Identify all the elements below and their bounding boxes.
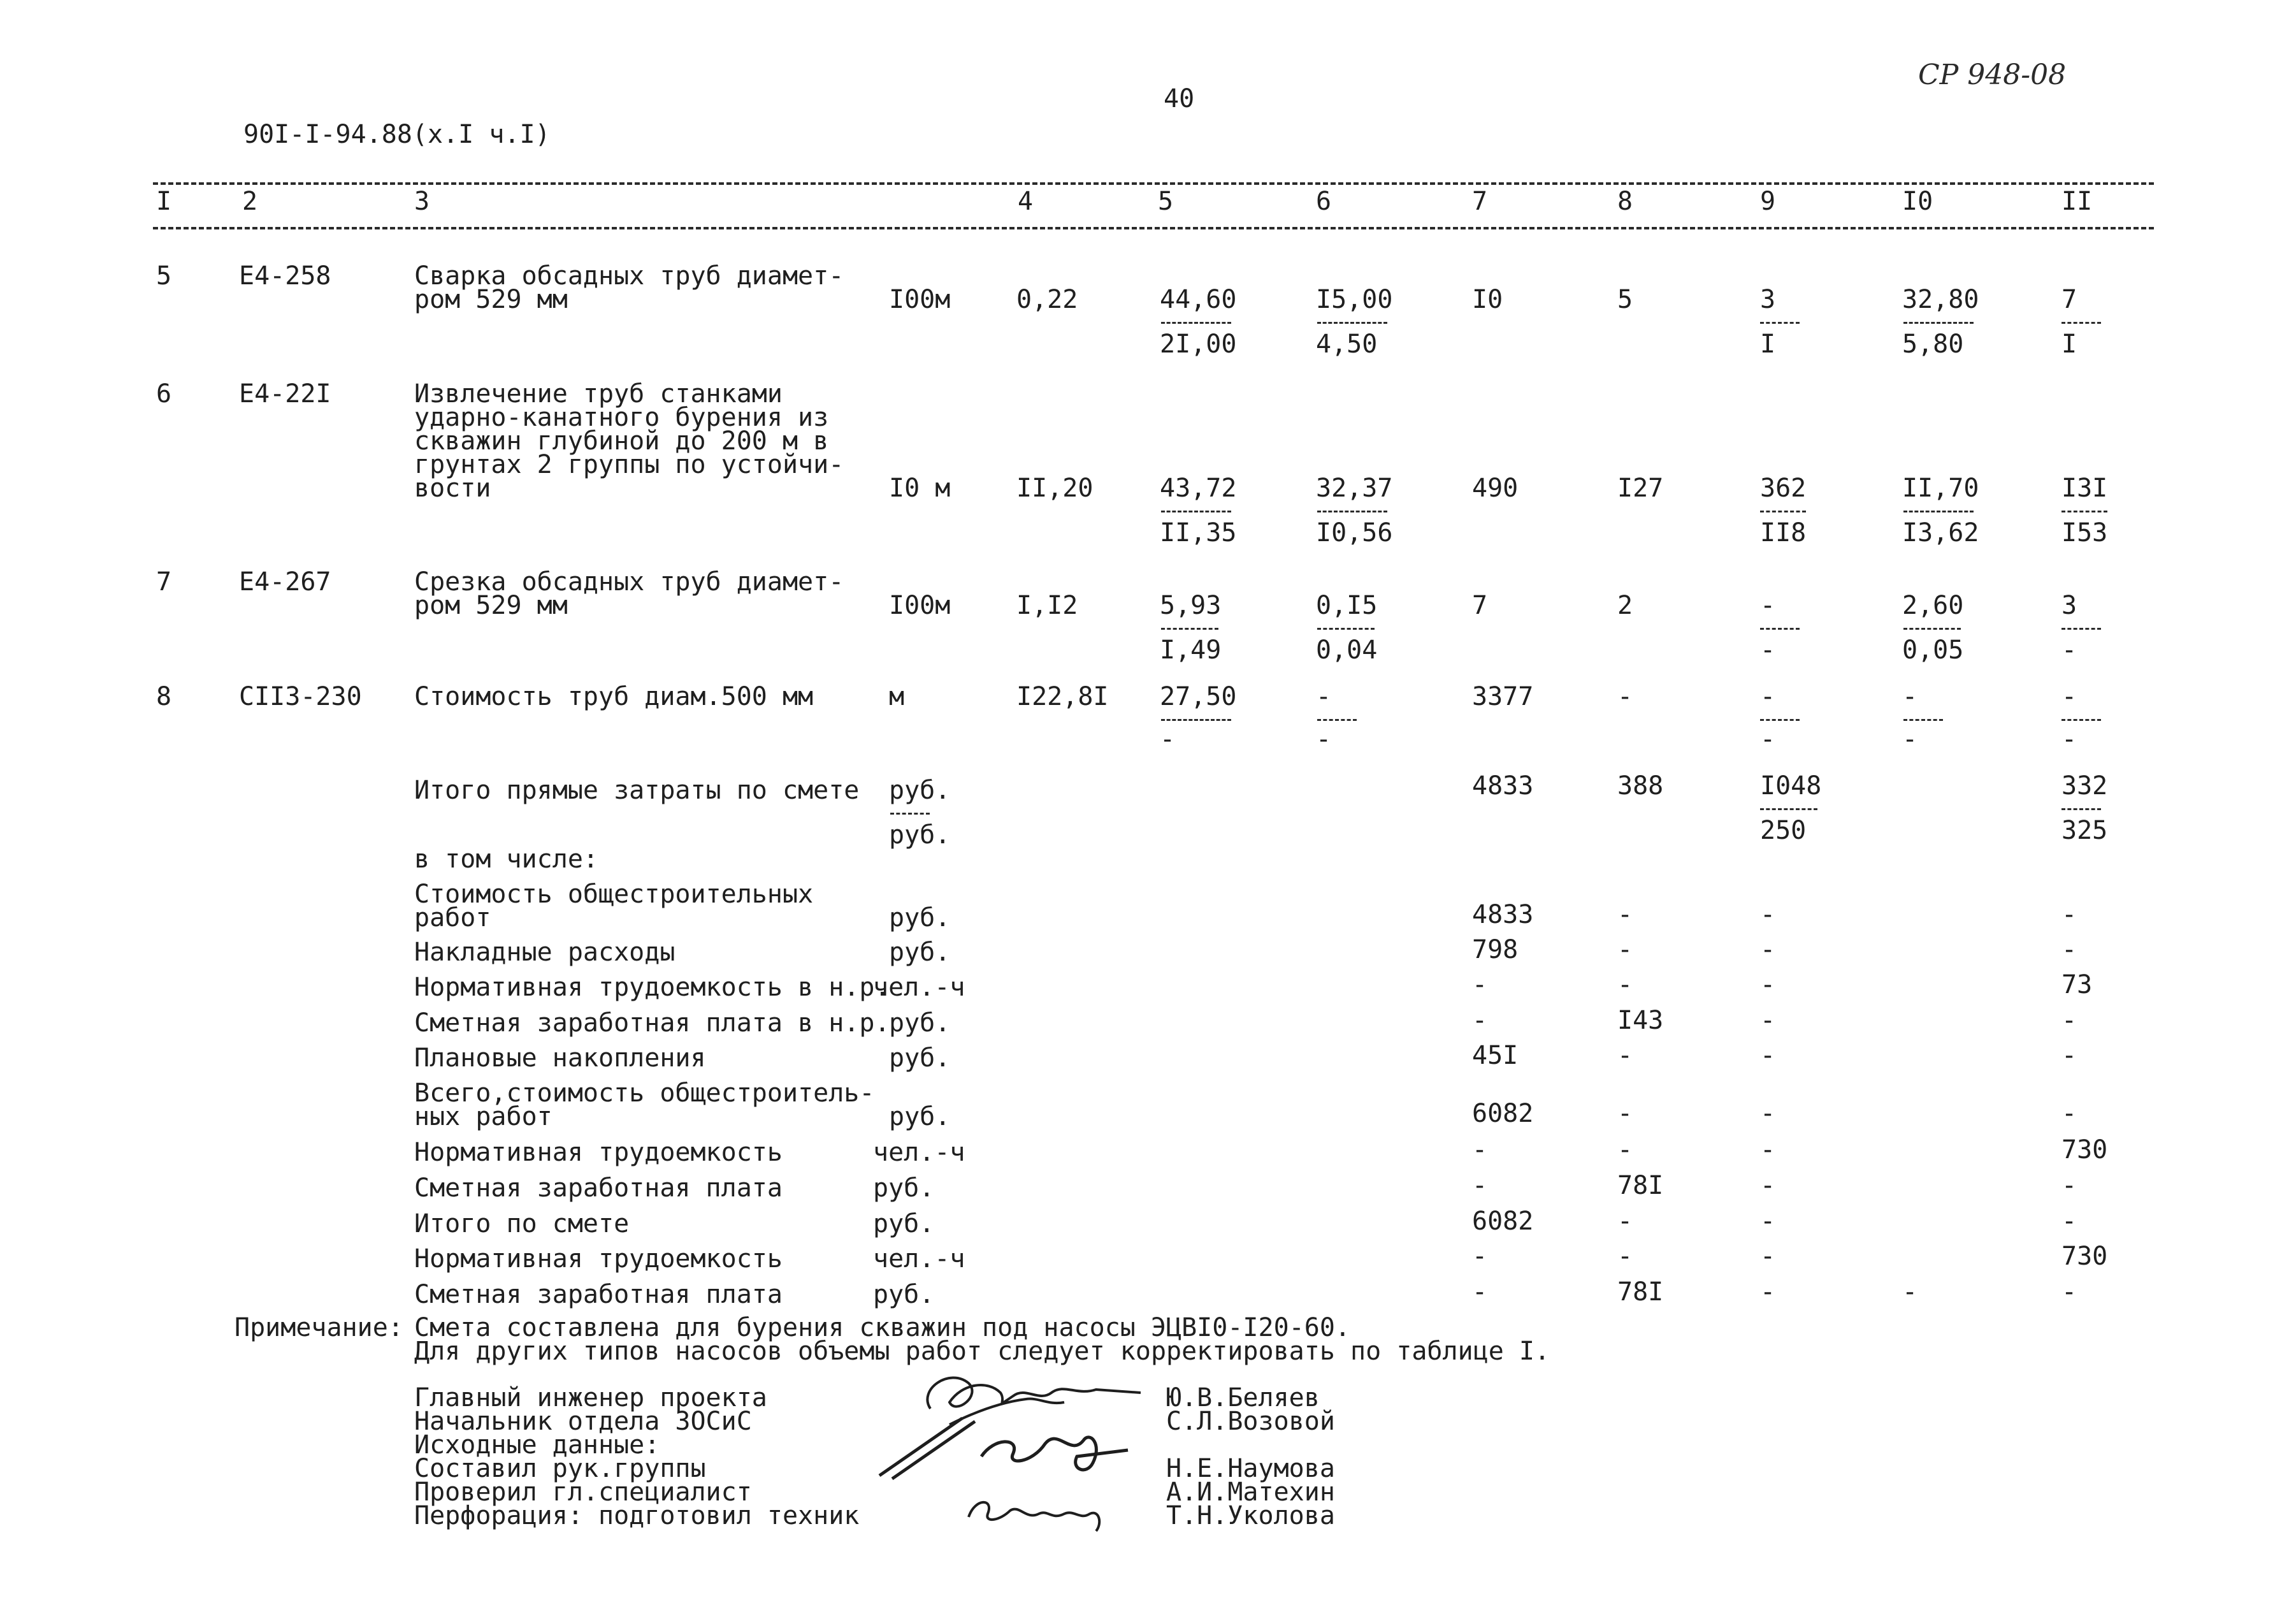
col6-top: 0,I5 [1316,591,1378,620]
summary-col7: 6082 [1472,1207,1534,1236]
summary-col11: 73 [2061,970,2093,999]
unit: I0 м [889,474,951,503]
totals-col8: 388 [1617,771,1664,801]
col10-bottom: 5,80 [1902,330,1964,359]
summary-col11: - [2061,935,2077,964]
summary-col7: - [1472,1242,1488,1271]
document-code: 90I-I-94.88(х.I ч.I) [243,120,551,149]
col10-top: II,70 [1902,474,1979,503]
column-header: II [2061,187,2093,216]
row-number: 7 [156,567,172,597]
totals-col7: 4833 [1472,771,1534,801]
summary-col7: 45I [1472,1041,1519,1070]
column-header: 8 [1617,187,1633,216]
column-header: I [156,187,172,216]
work-description: Срезка обсадных труб диамет- ром 529 мм [414,567,844,620]
col9-top: 362 [1760,474,1807,503]
col11-top: - [2061,682,2077,711]
unit: м [889,682,905,711]
unit: I00м [889,591,951,620]
summary-col9: - [1760,1277,1776,1307]
summary-label: Всего,стоимость общестроитель- ных работ [414,1078,875,1131]
summary-label: Сметная заработная плата в н.р. [414,1008,890,1038]
col9-bottom: II8 [1760,518,1807,548]
fraction-line [1317,511,1387,512]
fraction-line [1760,322,1800,324]
summary-col8: I43 [1617,1006,1664,1035]
row-number: 5 [156,261,172,291]
summary-col11: - [2061,1277,2077,1307]
summary-label: Нормативная трудоемкость [414,1138,783,1167]
totals-unit-2: руб. [889,820,951,850]
summary-col9: - [1760,1041,1776,1070]
col6-bottom: - [1316,725,1332,754]
fraction-line [890,813,930,815]
column-header: 7 [1472,187,1488,216]
col6-top: - [1316,682,1332,711]
column-header: 4 [1018,187,1034,216]
summary-label: Стоимость общестроительных работ [414,880,814,933]
unit: I00м [889,285,951,314]
col5-top: 44,60 [1160,285,1237,314]
row-number: 8 [156,682,172,711]
totals-col9-bottom: 250 [1760,816,1807,845]
col9-bottom: - [1760,725,1776,754]
col7: 490 [1472,474,1519,503]
fraction-line [1161,322,1231,324]
fraction-line [2061,808,2101,810]
col11-bottom: - [2061,725,2077,754]
column-header: I0 [1902,187,1933,216]
handwritten-signature-3 [962,1485,1122,1536]
note-line-1: Смета составлена для бурения скважин под насосы ЭЦВI0-I20-60. [414,1313,1351,1342]
totals-unit: руб. [889,776,951,805]
fraction-line [2061,719,2101,721]
fraction-line [2061,628,2101,630]
col11-bottom: I53 [2061,518,2108,548]
page-number: 40 [1164,84,1195,113]
col6-bottom: 0,04 [1316,635,1378,665]
fraction-line [2061,511,2107,512]
work-description: Извлечение труб станками ударно-канатного бурения из скважин глубиной до 200 м в грунтах 2 группы по устойчи- вости [414,379,844,503]
summary-unit: руб. [889,1102,951,1131]
summary-unit: руб. [873,1280,935,1309]
summary-unit: руб. [873,1173,935,1203]
col11-bottom: I [2061,330,2077,359]
col5-bottom: - [1160,725,1176,754]
summary-col7: - [1472,1171,1488,1200]
fraction-line [1317,322,1387,324]
summary-col7: - [1472,1006,1488,1035]
col5-top: 27,50 [1160,682,1237,711]
fraction-line [1903,511,1974,512]
col8: 5 [1617,285,1633,314]
fraction-line [1317,628,1375,630]
column-header: 6 [1316,187,1332,216]
summary-col8: - [1617,1041,1633,1070]
summary-col11: 730 [2061,1135,2108,1165]
summary-col7: 798 [1472,935,1519,964]
summary-label: Накладные расходы [414,938,675,967]
signature-names: Ю.В.Беляев С.Л.Возовой Н.Е.Наумова А.И.Матехин Т.Н.Уколова [1166,1383,1335,1530]
summary-col8: - [1617,935,1633,964]
norm-code: Е4-22I [239,379,331,409]
totals-col11-top: 332 [2061,771,2108,801]
summary-col8: 78I [1617,1277,1664,1307]
summary-col8: - [1617,1099,1633,1128]
note-label: Примечание: [235,1313,403,1342]
summary-col7: 4833 [1472,900,1534,929]
summary-label: Плановые накопления [414,1043,706,1073]
norm-code: Е4-267 [239,567,331,597]
column-header: 9 [1760,187,1776,216]
summary-col10: - [1902,1277,1918,1307]
quantity: I22,8I [1016,682,1109,711]
signature-roles: Главный инженер проекта Начальник отдела ЗОСиС Исходные данные: Составил рук.группы Проверил гл.специалист Перфорация: подготовил техник [414,1383,860,1530]
quantity: I,I2 [1016,591,1078,620]
summary-label: Сметная заработная плата [414,1173,783,1203]
col10-bottom: - [1902,725,1918,754]
fraction-line [1161,719,1231,721]
summary-unit: руб. [889,903,951,933]
col8: 2 [1617,591,1633,620]
col10-top: - [1902,682,1918,711]
header-rule-bottom [153,227,2154,229]
fraction-line [1903,322,1974,324]
col7: 7 [1472,591,1488,620]
quantity: 0,22 [1016,285,1078,314]
col11-bottom: - [2061,635,2077,665]
col9-top: 3 [1760,285,1776,314]
summary-col9: - [1760,1242,1776,1271]
summary-label: Нормативная трудоемкость [414,1244,783,1274]
summary-unit: чел.-ч [873,1244,965,1274]
summary-col9: - [1760,1135,1776,1165]
summary-col11: - [2061,1171,2077,1200]
totals-label: Итого прямые затраты по смете [414,776,860,805]
summary-col9: - [1760,1099,1776,1128]
fraction-line [1760,719,1800,721]
summary-col8: 78I [1617,1171,1664,1200]
col6-top: 32,37 [1316,474,1393,503]
col9-top: - [1760,591,1776,620]
col11-top: 3 [2061,591,2077,620]
col5-bottom: I,49 [1160,635,1222,665]
summary-col11: - [2061,1207,2077,1236]
summary-col11: - [2061,900,2077,929]
summary-col11: - [2061,1099,2077,1128]
archive-stamp: СР 948-08 [1918,59,2067,91]
fraction-line [1161,511,1231,512]
col8: - [1617,682,1633,711]
col7: 3377 [1472,682,1534,711]
col9-bottom: I [1760,330,1776,359]
fraction-line [1903,719,1943,721]
fraction-line [1317,719,1357,721]
summary-label: Нормативная трудоемкость в н.р. [414,973,890,1002]
col10-bottom: 0,05 [1902,635,1964,665]
work-description: Сварка обсадных труб диамет- ром 529 мм [414,261,844,314]
summary-col8: - [1617,1207,1633,1236]
summary-col7: 6082 [1472,1099,1534,1128]
summary-label: Сметная заработная плата [414,1280,783,1309]
work-description: Стоимость труб диам.500 мм [414,682,814,711]
summary-unit: чел.-ч [873,973,965,1002]
fraction-line [2061,322,2101,324]
col5-top: 43,72 [1160,474,1237,503]
col9-top: - [1760,682,1776,711]
summary-col8: - [1617,900,1633,929]
summary-col9: - [1760,900,1776,929]
col7: I0 [1472,285,1503,314]
summary-col11: - [2061,1006,2077,1035]
fraction-line [1760,511,1806,512]
col5-bottom: 2I,00 [1160,330,1237,359]
fraction-line [1903,628,1961,630]
summary-col7: - [1472,1277,1488,1307]
summary-col11: - [2061,1041,2077,1070]
note-line-2: Для других типов насосов объемы работ следует корректировать по таблице I. [414,1337,1550,1366]
col6-bottom: I0,56 [1316,518,1393,548]
totals-col9-top: I048 [1760,771,1822,801]
summary-unit: руб. [889,938,951,967]
summary-unit: чел.-ч [873,1138,965,1167]
col11-top: 7 [2061,285,2077,314]
summary-col9: - [1760,935,1776,964]
summary-col7: - [1472,1135,1488,1165]
col6-bottom: 4,50 [1316,330,1378,359]
fraction-line [1760,628,1800,630]
norm-code: СII3-230 [239,682,362,711]
in-that-label: в том числе: [414,845,598,874]
fraction-line [1760,808,1817,810]
header-rule-top [153,182,2154,185]
summary-col8: - [1617,1135,1633,1165]
col5-bottom: II,35 [1160,518,1237,548]
col11-top: I3I [2061,474,2108,503]
summary-col11: 730 [2061,1242,2108,1271]
quantity: II,20 [1016,474,1094,503]
col6-top: I5,00 [1316,285,1393,314]
col10-top: 2,60 [1902,591,1964,620]
summary-unit: руб. [889,1008,951,1038]
col9-bottom: - [1760,635,1776,665]
column-header: 3 [414,187,430,216]
norm-code: Е4-258 [239,261,331,291]
summary-col9: - [1760,1006,1776,1035]
col5-top: 5,93 [1160,591,1222,620]
row-number: 6 [156,379,172,409]
handwritten-signature-2 [867,1405,1134,1488]
col10-bottom: I3,62 [1902,518,1979,548]
fraction-line [1161,628,1218,630]
totals-col11-bottom: 325 [2061,816,2108,845]
summary-col8: - [1617,970,1633,999]
summary-col9: - [1760,1171,1776,1200]
summary-col8: - [1617,1242,1633,1271]
summary-unit: руб. [889,1043,951,1073]
summary-col9: - [1760,1207,1776,1236]
column-header: 5 [1158,187,1174,216]
col10-top: 32,80 [1902,285,1979,314]
summary-unit: руб. [873,1209,935,1238]
summary-col9: - [1760,970,1776,999]
column-header: 2 [242,187,258,216]
summary-col7: - [1472,970,1488,999]
col8: I27 [1617,474,1664,503]
summary-label: Итого по смете [414,1209,630,1238]
